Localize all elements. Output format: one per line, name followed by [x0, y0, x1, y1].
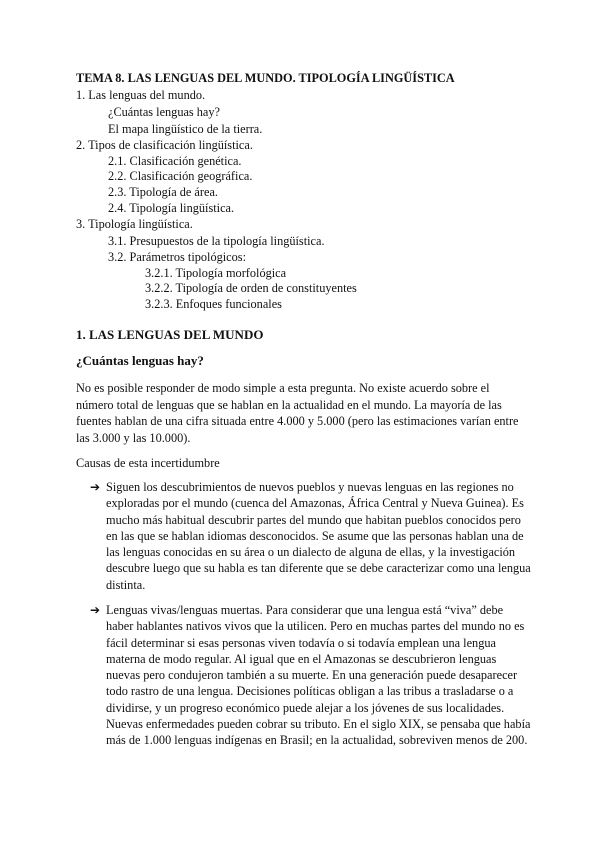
arrow-bullet-icon: ➔ — [90, 480, 101, 494]
index-item-2-4: 2.4. Tipología lingüística. — [108, 201, 235, 215]
index-item-1-1: ¿Cuántas lenguas hay? — [108, 105, 220, 119]
index-item-3-2-1: 3.2.1. Tipología morfológica — [145, 266, 287, 280]
index-item-2-2: 2.2. Clasificación geográfica. — [108, 169, 253, 183]
index-item-3-2: 3.2. Parámetros tipológicos: — [108, 250, 246, 264]
bullet-text: Lenguas vivas/lenguas muertas. Para considerar que una lengua está “viva” debe haber hablantes nativos vivos que la utilicen. Pero en muchas partes del mundo no es fácil determinar si esas personas viven todavía o si todavía emplean una lengua materna de modo regular. Al igual que en el Amazonas se descubrieron lenguas nuevas pero condujeron también a su muerte. En una generación puede desaparecer todo rastro de una lengua. Decisiones políticas obligan a las tribus a trasladarse o a dividirse, y un progreso económico puede alejar a los jóvenes de sus localidades. Nuevas enfermedades pueden cobrar su tributo. En el siglo XIX, se pensaba que había más de 1.000 lenguas indígenas en Brasil; en la actualidad, sobreviven menos de 200. — [106, 603, 531, 748]
index-item-3-2-3: 3.2.3. Enfoques funcionales — [145, 297, 282, 311]
causes-label: Causas de esta incertidumbre — [76, 456, 220, 470]
index-item-2: 2. Tipos de clasificación lingüística. — [76, 138, 253, 152]
bullet-text: Siguen los descubrimientos de nuevos pueblos y nuevas lenguas en las regiones no exploradas por el mundo (cuenca del Amazonas, África Central y Nueva Guinea). Es mucho más habitual descubrir partes del mundo que habitan pueblos conocidos pero en las que se hablan idiomas desconocidos. Se asume que las personas hablan una de las lenguas conocidas en su área o un dialecto de alguna de ellas, y la investigación descubre luego que su habla es tan diferente que se debe caracterizar como una lengua distinta. — [106, 480, 531, 592]
section-heading: 1. LAS LENGUAS DEL MUNDO — [76, 327, 264, 342]
index-item-1-2: El mapa lingüístico de la tierra. — [108, 122, 263, 136]
index-item-2-1: 2.1. Clasificación genética. — [108, 154, 242, 168]
index-item-3: 3. Tipología lingüística. — [76, 217, 193, 231]
document-title: TEMA 8. LAS LENGUAS DEL MUNDO. TIPOLOGÍA LINGÜÍSTICA — [76, 71, 455, 85]
index-item-1: 1. Las lenguas del mundo. — [76, 88, 206, 102]
index-item-3-2-2: 3.2.2. Tipología de orden de constituyentes — [145, 281, 357, 295]
index-item-2-3: 2.3. Tipología de área. — [108, 185, 218, 199]
index-item-3-1: 3.1. Presupuestos de la tipología lingüística. — [108, 234, 325, 248]
arrow-bullet-icon: ➔ — [90, 603, 101, 617]
intro-paragraph: No es posible responder de modo simple a esta pregunta. No existe acuerdo sobre el número total de lenguas que se hablan en la actualidad en el mundo. La mayoría de las fuentes hablan de una cifra situada entre 4.000 y 5.000 (pero las estimaciones varían entre las 3.000 y las 10.000). — [76, 381, 519, 445]
subsection-heading: ¿Cuántas lenguas hay? — [76, 353, 204, 368]
